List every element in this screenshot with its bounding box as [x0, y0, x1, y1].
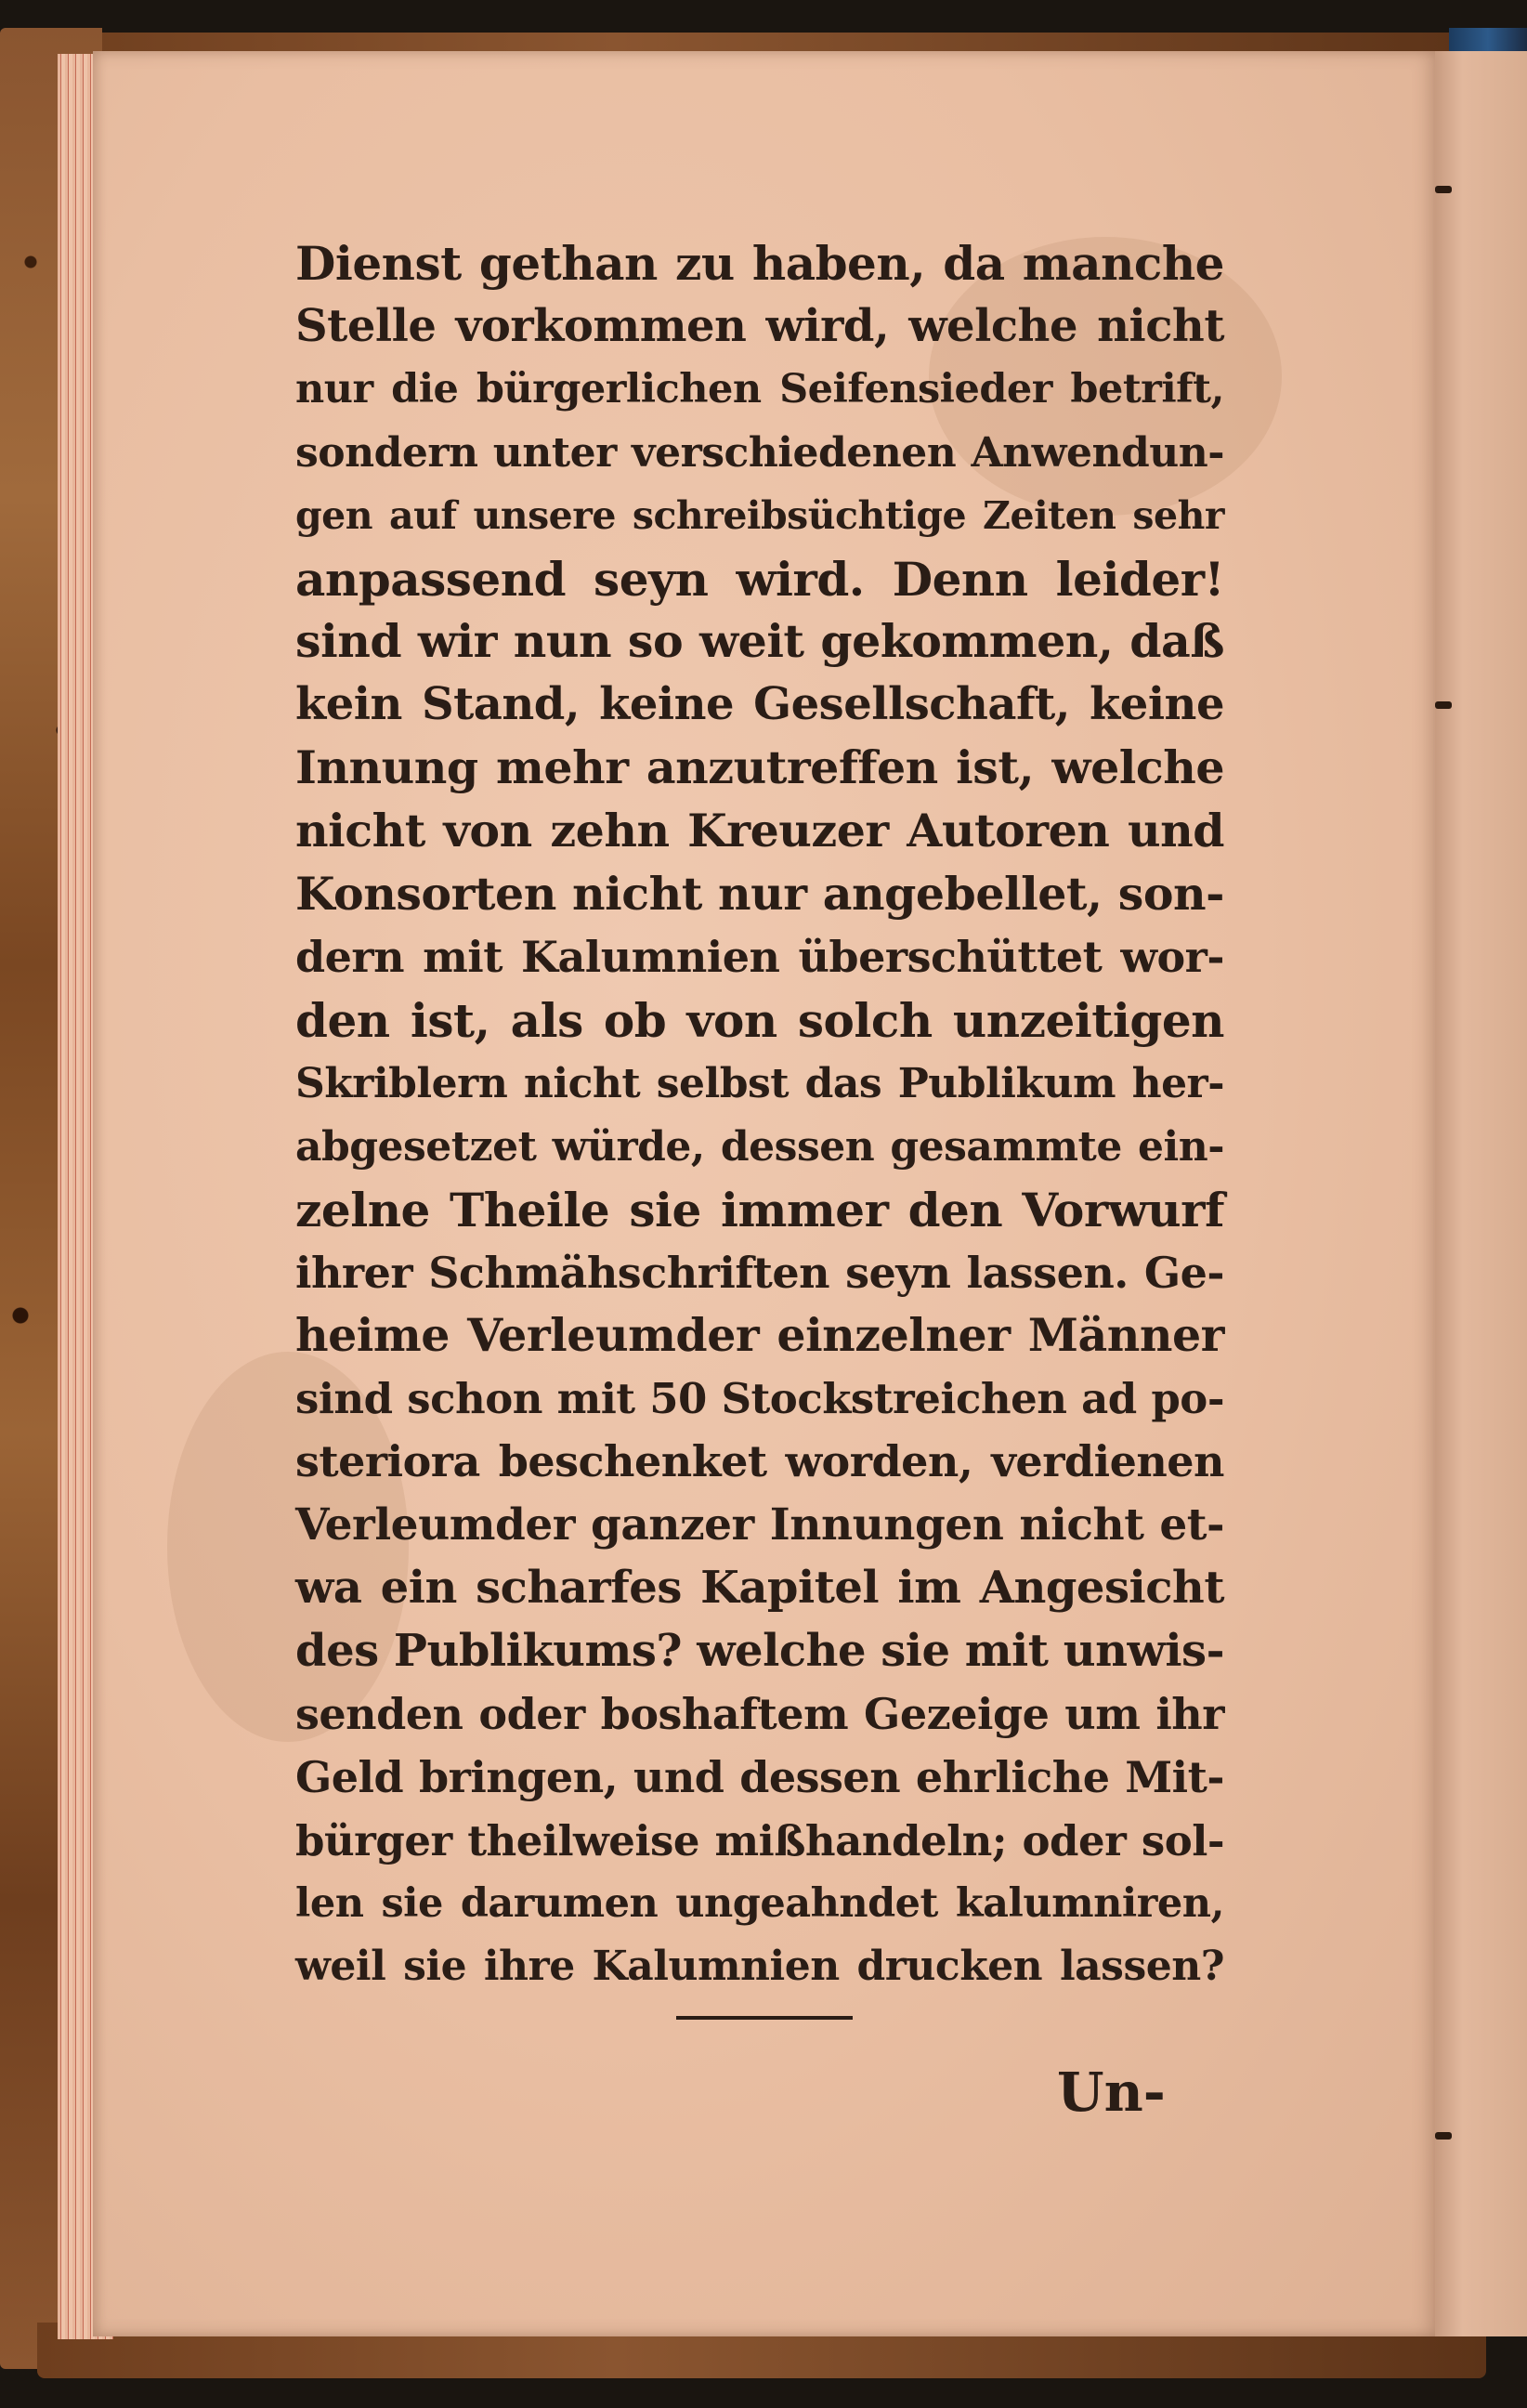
text-line: kein Stand, keine Gesellschaft, keine: [295, 678, 1224, 731]
text-line: senden oder boshaftem Gezeige um ihr: [295, 1688, 1224, 1739]
text-line: Innung mehr anzutreffen ist, welche: [295, 740, 1224, 795]
text-line: steriora beschenket worden, verdienen: [295, 1436, 1224, 1487]
text-line: Verleumder ganzer Innungen nicht et-: [295, 1499, 1224, 1551]
page-gutter: [1435, 51, 1527, 2336]
text-line: anpassend seyn wird. Denn leider!: [295, 551, 1224, 607]
text-line: nur die bürgerlichen Seifensieder betrift,: [295, 365, 1224, 412]
text-line: Konsorten nicht nur angebellet, son-: [295, 867, 1224, 922]
section-rule: [676, 2016, 853, 2020]
catchword: Un-: [1057, 2061, 1166, 2124]
text-line: weil sie ihre Kalumnien drucken lassen?: [295, 1943, 1224, 1991]
text-line: nicht von zehn Kreuzer Autoren und: [295, 804, 1224, 858]
text-line: abgesetzet würde, dessen gesammte ein-: [295, 1122, 1224, 1171]
text-line: des Publikums? welche sie mit unwis-: [295, 1624, 1224, 1677]
binding-stitch: [1435, 186, 1452, 193]
text-line: Dienst gethan zu haben, da manche: [295, 236, 1224, 291]
text-line: sind wir nun so weit gekommen, daß: [295, 614, 1224, 669]
text-line: zelne Theile sie immer den Vorwurf: [295, 1182, 1224, 1237]
text-line: gen auf unsere schreibsüchtige Zeiten sehr: [295, 492, 1224, 538]
text-line: dern mit Kalumnien überschüttet wor-: [295, 931, 1224, 982]
text-line: sind schon mit 50 Stockstreichen ad po-: [295, 1374, 1224, 1424]
text-line: Skriblern nicht selbst das Publikum her-: [295, 1059, 1224, 1107]
text-line: ihrer Schmähschriften seyn lassen. Ge-: [295, 1247, 1224, 1298]
text-line: len sie darumen ungeahndet kalumniren,: [295, 1879, 1224, 1927]
text-line: sondern unter verschiedenen Anwendun-: [295, 428, 1224, 477]
text-line: den ist, als ob von solch unzeitigen: [295, 992, 1224, 1048]
page-body-text: [295, 232, 1224, 1998]
binding-stitch: [1435, 2132, 1452, 2140]
binding-stitch: [1435, 701, 1452, 709]
text-line: Stelle vorkommen wird, welche nicht: [295, 299, 1224, 352]
text-line: Geld bringen, und dessen ehrliche Mit-: [295, 1751, 1224, 1802]
text-line: heime Verleumder einzelner Männer: [295, 1308, 1224, 1363]
text-line: bürger theilweise mißhandeln; oder sol-: [295, 1815, 1224, 1865]
text-line: wa ein scharfes Kapitel im Angesicht: [295, 1562, 1224, 1615]
